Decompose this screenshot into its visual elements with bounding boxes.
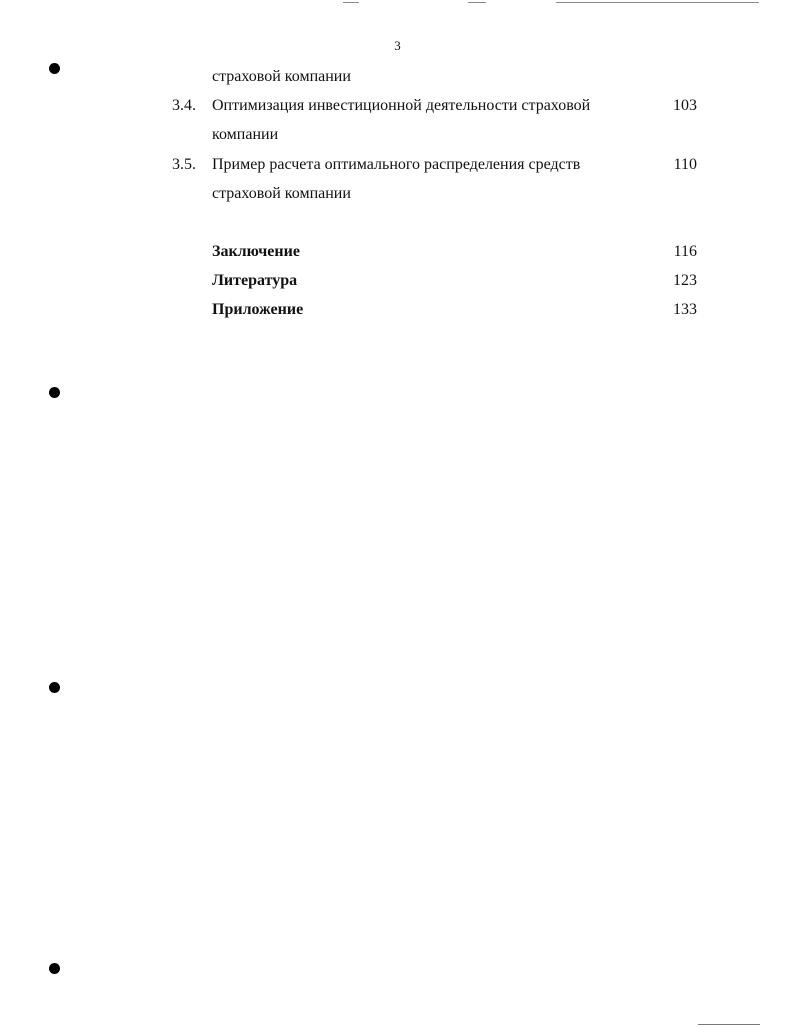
toc-entry-title-wrap: компании bbox=[212, 126, 279, 143]
toc-section-page: 116 bbox=[673, 243, 697, 260]
scan-artifact-line bbox=[468, 2, 486, 3]
punch-hole-mark bbox=[49, 387, 60, 398]
toc-section-title: Приложение bbox=[212, 301, 304, 318]
punch-hole-mark bbox=[49, 63, 60, 74]
toc-entry-page: 103 bbox=[673, 97, 697, 114]
toc-section-page: 133 bbox=[673, 301, 697, 318]
page-number: 3 bbox=[394, 38, 401, 53]
toc-entry-page: 110 bbox=[673, 156, 697, 173]
scan-artifact-line bbox=[343, 2, 359, 3]
toc-entry-number: 3.4. bbox=[172, 97, 196, 114]
scan-artifact-line bbox=[698, 1024, 760, 1025]
scan-artifact-line bbox=[556, 2, 759, 3]
toc-entry-title: страховой компании bbox=[212, 68, 351, 85]
toc-entry-title: Пример расчета оптимального распределения средств bbox=[212, 156, 581, 173]
punch-hole-mark bbox=[49, 682, 60, 693]
toc-section-page: 123 bbox=[673, 272, 697, 289]
toc-entry-number: 3.5. bbox=[172, 156, 196, 173]
punch-hole-mark bbox=[49, 963, 60, 974]
toc-entry-title-wrap: страховой компании bbox=[212, 185, 351, 202]
toc-section-title: Литература bbox=[212, 272, 298, 289]
toc-entry-title: Оптимизация инвестиционной деятельности страховой bbox=[212, 97, 591, 114]
toc-section-title: Заключение bbox=[212, 243, 300, 260]
